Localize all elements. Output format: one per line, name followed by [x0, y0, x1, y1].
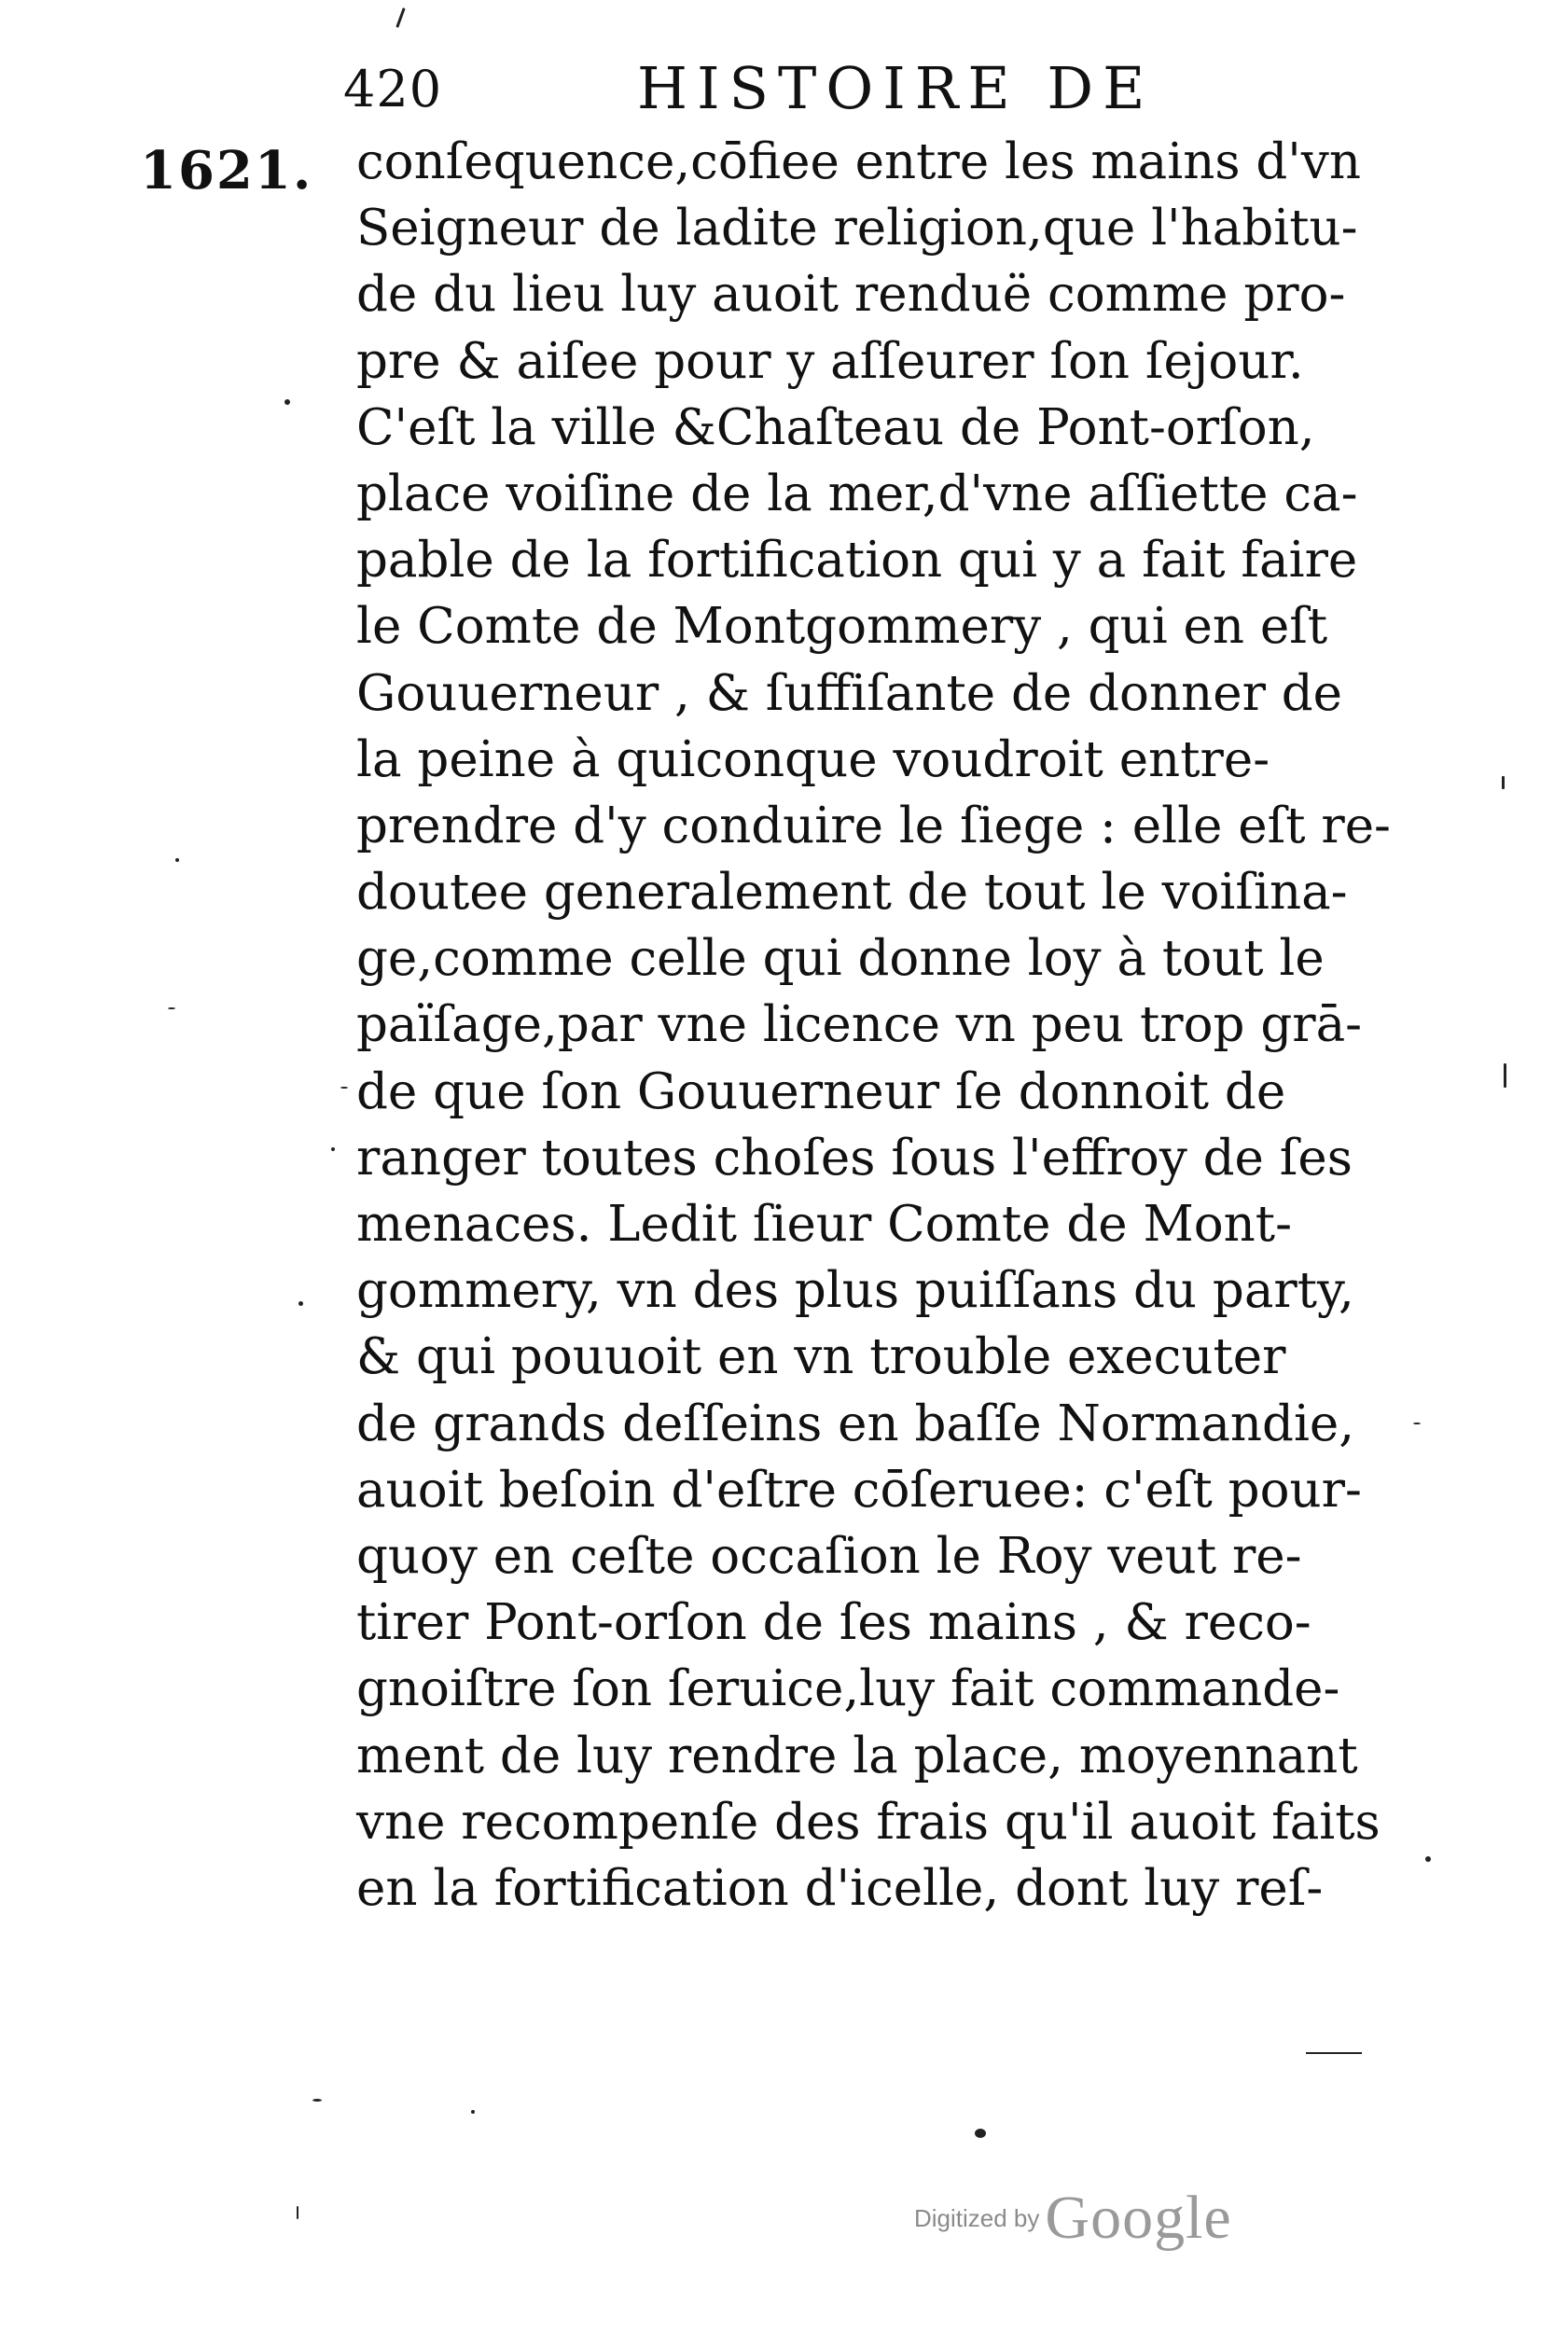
- text-line: gommery, vn des plus puiſſans du party,: [356, 1262, 1354, 1320]
- text-line: place voiſine de la mer,d'vne aſſiette ca-: [356, 465, 1358, 522]
- text-line: pable de la fortification qui y a fait faire: [356, 532, 1358, 590]
- running-title: HISTOIRE DE: [637, 54, 1155, 122]
- text-line: ranger toutes choſes ſous l'effroy de ſes: [356, 1129, 1353, 1187]
- speck: [331, 1147, 335, 1151]
- speck: [1502, 776, 1505, 789]
- text-line: de grands deſſeins en baſſe Normandie,: [356, 1395, 1355, 1452]
- text-line: pre & aiſee pour y aſſeurer ſon ſejour.: [356, 332, 1304, 390]
- text-line: Gouuerneur , & ſuffiſante de donner de: [356, 664, 1343, 722]
- page-number: 420: [343, 60, 443, 118]
- text-line: & qui pouuoit en vn trouble executer: [356, 1328, 1286, 1386]
- text-line: prendre d'y conduire le ſiege : elle eſt re-: [356, 797, 1391, 854]
- text-line: gnoiſtre ſon ſeruice,luy fait commande-: [356, 1660, 1340, 1718]
- text-line: doutee generalement de tout le voiſina-: [356, 864, 1348, 922]
- text-line: Seigneur de ladite religion,que l'habitu-: [356, 200, 1358, 257]
- text-line: auoit beſoin d'eſtre cōſeruee: c'eſt pour-: [356, 1461, 1362, 1519]
- text-line: ment de luy rendre la place, moyennant: [356, 1727, 1358, 1784]
- text-line: vne recompenſe des frais qu'il auoit faits: [356, 1793, 1381, 1851]
- text-line: C'eſt la ville &Chaſteau de Pont-orſon,: [356, 398, 1315, 456]
- speck: [395, 7, 405, 28]
- speck: [1425, 1856, 1431, 1862]
- speck: [471, 2110, 475, 2114]
- text-line: ge,comme celle qui donne loy à tout le: [356, 930, 1325, 988]
- margin-year-note: 1621.: [140, 140, 313, 201]
- speck: [312, 2099, 322, 2102]
- text-line: menaces. Ledit ſieur Comte de Mont-: [356, 1196, 1293, 1253]
- text-line: tirer Pont-orſon de ſes mains , & reco-: [356, 1594, 1311, 1652]
- text-line: conſequence,cōfiee entre les mains d'vn: [356, 133, 1361, 190]
- google-watermark: [914, 2183, 1250, 2267]
- google-logo: Google: [1045, 2184, 1232, 2252]
- speck: [298, 1301, 303, 1306]
- speck: [1413, 1423, 1421, 1424]
- text-line: quoy en ceſte occaſion le Roy veut re-: [356, 1527, 1302, 1585]
- page-header: [343, 54, 1332, 129]
- body-text: [356, 129, 1391, 1922]
- speck: [284, 399, 290, 405]
- text-line: de du lieu luy auoit renduë comme pro-: [356, 266, 1346, 324]
- text-line: la peine à quiconque voudroit entre-: [356, 730, 1270, 788]
- speck: [297, 2206, 298, 2219]
- speck: [168, 1007, 175, 1009]
- text-line: en la fortification d'icelle, dont luy reſ-: [356, 1859, 1324, 1917]
- speck: [175, 858, 179, 862]
- text-line: de que ſon Gouuerneur ſe donnoit de: [356, 1062, 1286, 1120]
- speck: [340, 1087, 348, 1089]
- text-line: le Comte de Montgommery , qui en eſt: [356, 598, 1328, 656]
- speck: [1306, 2052, 1362, 2054]
- speck: [975, 2129, 986, 2138]
- text-line: païſage,par vne licence vn peu trop grā-: [356, 996, 1363, 1054]
- speck: [1504, 1063, 1506, 1088]
- watermark-prefix: Digitized by: [914, 2204, 1040, 2232]
